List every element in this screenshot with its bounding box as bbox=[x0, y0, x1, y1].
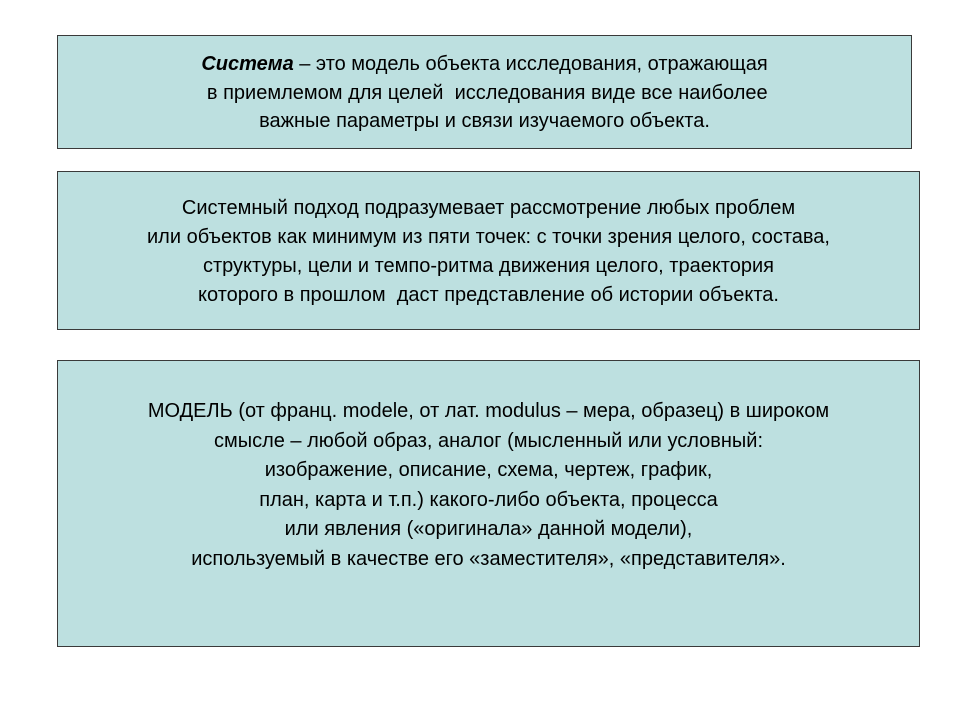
systems-approach-text: Системный подход подразумевает рассмотрение любых проблем или объектов как минимум из пяти точек: с точки зрения целого, состава, структуры, цели и темпо-ритма движения целого, траектория которого в прошлом даст представление об истории объекта. bbox=[147, 196, 830, 306]
model-definition-text: МОДЕЛЬ (от франц. modele, от лат. modulus – мера, образец) в широком смысле – любой образ, аналог (мысленный или условный: изображение, описание, схема, чертеж, график, план, карта и т.п.) какого-либо объекта, процесса или явления («оригинала» данной модели), используемый в качестве его «заместителя», «представителя». bbox=[147, 400, 830, 570]
term-system: Система bbox=[201, 53, 294, 76]
systems-approach-box bbox=[57, 171, 920, 330]
model-definition-box bbox=[57, 360, 920, 647]
definition-system-box bbox=[57, 35, 912, 149]
definition-system-body: – это модель объекта исследования, отражающая в приемлемом для целей исследования виде все наиболее важные параметры и связи изучаемого объекта. bbox=[206, 53, 768, 133]
definition-system-text bbox=[201, 50, 767, 136]
